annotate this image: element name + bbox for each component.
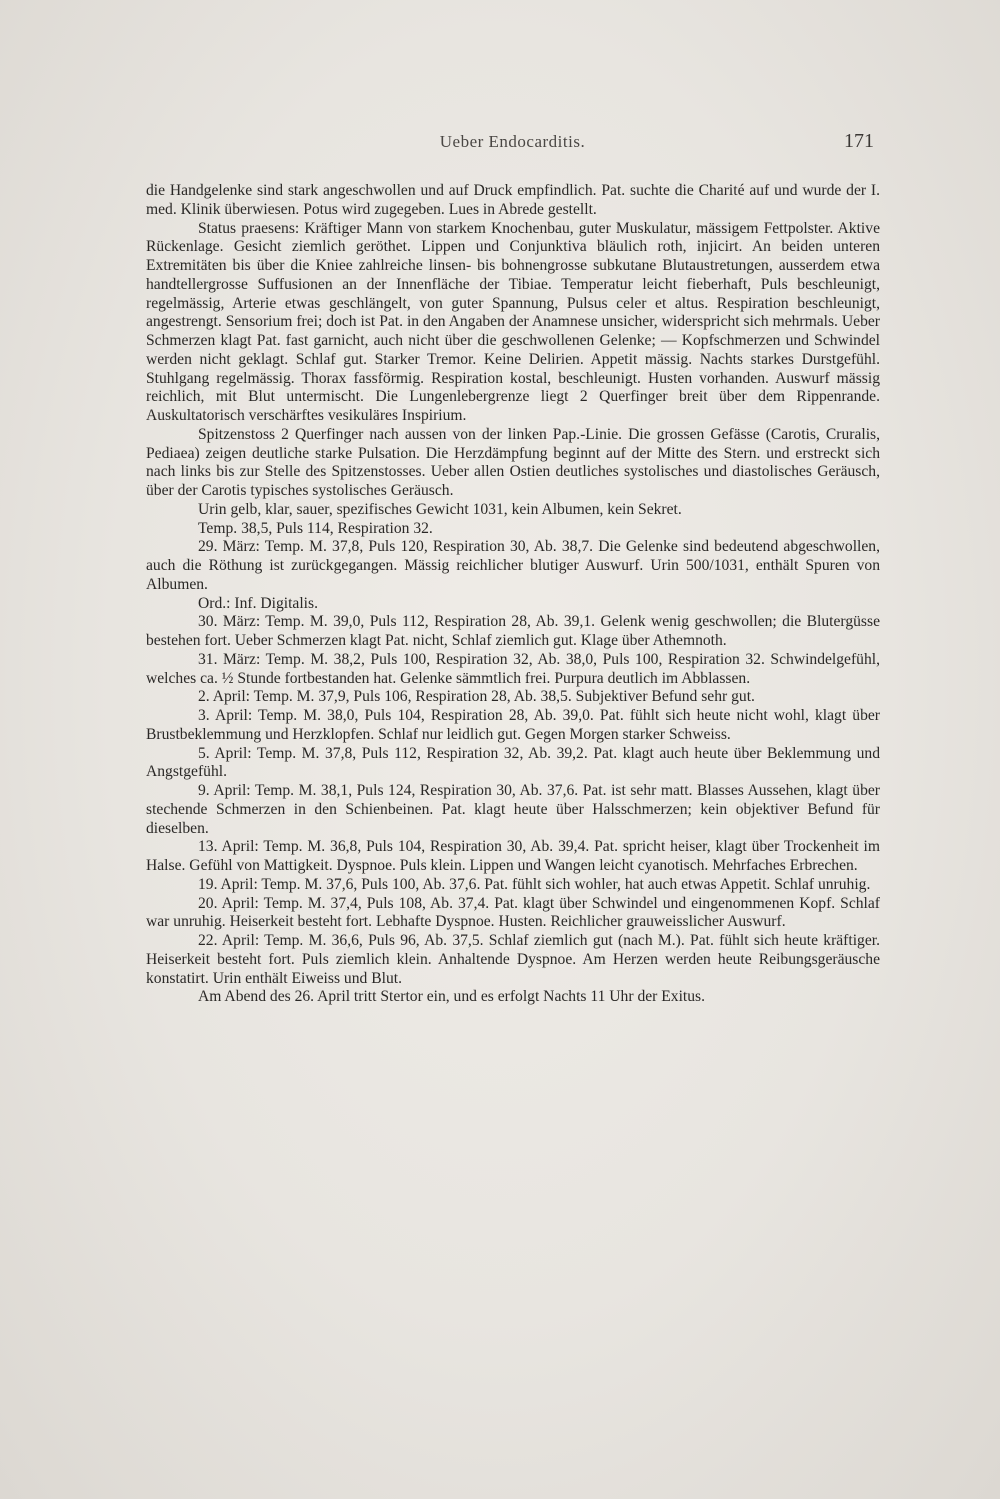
- paragraph: Am Abend des 26. April tritt Stertor ein, und es erfolgt Nachts 11 Uhr der Exitus.: [198, 988, 706, 1006]
- page-header: [145, 132, 880, 156]
- paragraph: 3. April: Temp. M. 38,0, Puls 104, Respiration 28, Ab. 39,0. Pat. fühlt sich heute nicht wohl, klagt über Brustbeklemmung und Herzklopfen. Schlaf nur leidlich gut. Gegen Morgen starker Schweiss.: [146, 707, 880, 743]
- paragraph: 5. April: Temp. M. 37,8, Puls 112, Respiration 32, Ab. 39,2. Pat. klagt auch heute über Beklemmung und Angstgefühl.: [146, 744, 880, 781]
- paragraph: Temp. 38,5, Puls 114, Respiration 32.: [198, 519, 433, 537]
- paragraph: Ord.: Inf. Digitalis.: [198, 594, 318, 612]
- paragraph: 20. April: Temp. M. 37,4, Puls 108, Ab. 37,4. Pat. klagt über Schwindel und eingenommenen Kopf. Schlaf war unruhig. Heiserkeit besteht fort. Lebhafte Dyspnoe. Husten. Reichlicher grauweisslicher Auswurf.: [146, 894, 880, 931]
- paragraph: 30. März: Temp. M. 39,0, Puls 112, Respiration 28, Ab. 39,1. Gelenk wenig geschwollen; die Blutergüsse bestehen fort. Ueber Schmerzen klagt Pat. nicht, Schlaf ziemlich gut. Klage über Athemnoth.: [146, 613, 880, 649]
- paragraph: Urin gelb, klar, sauer, spezifisches Gewicht 1031, kein Albumen, kein Sekret.: [198, 500, 682, 518]
- paragraph: 19. April: Temp. M. 37,6, Puls 100, Ab. 37,6. Pat. fühlt sich wohler, hat auch etwas Appetit. Schlaf unruhig.: [198, 875, 871, 893]
- paragraph: 2. April: Temp. M. 37,9, Puls 106, Respiration 28, Ab. 38,5. Subjektiver Befund sehr gut.: [198, 688, 755, 706]
- paragraph: die Handgelenke sind stark angeschwollen und auf Druck empfindlich. Pat. suchte die Charité auf und wurde der I. med. Klinik überwiesen. Potus wird zugegeben. Lues in Abrede gestellt.: [146, 182, 880, 218]
- paragraph: 29. März: Temp. M. 37,8, Puls 120, Respiration 30, Ab. 38,7. Die Gelenke sind bedeutend abgeschwollen, auch die Röthung ist zurückgegangen. Mässig reichlicher blutiger Auswurf. Urin 500/1031, enthält Spuren von Albumen.: [146, 538, 880, 593]
- paragraph: Status praesens: Kräftiger Mann von starkem Knochenbau, guter Muskulatur, mässigem Fettpolster. Aktive Rückenlage. Gesicht ziemlich geröthet. Lippen und Conjunktiva bläulich roth, injicirt. An beiden unteren Extremitäten bis über die Kniee zahlreiche linsen- bis bohnengrosse subkutane Blutaustretungen, ausserdem etwa handtellergrosse Suffusionen an der Innenfläche der Tibiae. Temperatur leicht fieberhaft, Puls beschleunigt, regelmässig, Arterie etwas geschlängelt, von guter Spannung, Pulsus celer et altus. Respiration beschleunigt, angestrengt. Sensorium frei; doch ist Pat. in den Angaben der Anamnese unsicher, widerspricht sich mehrmals. Ueber Schmerzen klagt Pat. fast garnicht, auch nicht über die geschwollenen Gelenke; — Kopfschmerzen und Schwindel werden nicht geklagt. Schlaf gut. Starker Tremor. Keine Delirien. Appetit mässig. Nachts starkes Durstgefühl. Stuhlgang regelmässig. Thorax fassförmig. Respiration kostal, beschleunigt. Husten vorhanden. Auswurf mässig reichlich, mit Blut untermischt. Die Lungenlebergrenze liegt 2 Querfinger breit über dem Rippenrande. Auskultatorisch verschärftes vesikuläres Inspirium.: [146, 219, 880, 424]
- paragraph: 22. April: Temp. M. 36,6, Puls 96, Ab. 37,5. Schlaf ziemlich gut (nach M.). Pat. fühlt sich heute kräftiger. Heiserkeit besteht fort. Puls ziemlich klein. Anhaltende Dyspnoe. Am Herzen werden heute Reibungsgeräusche konstatirt. Urin enthält Eiweiss und Blut.: [146, 932, 880, 987]
- paragraph: 13. April: Temp. M. 36,8, Puls 104, Respiration 30, Ab. 39,4. Pat. spricht heiser, klagt über Trockenheit im Halse. Gefühl von Mattigkeit. Dyspnoe. Puls klein. Lippen und Wangen leicht cyanotisch. Mehrfaches Erbrechen.: [146, 838, 880, 874]
- body-text: [146, 182, 880, 1007]
- running-title: Ueber Endocarditis.: [439, 132, 586, 151]
- paragraph: 31. März: Temp. M. 38,2, Puls 100, Respiration 32, Ab. 38,0, Puls 100, Respiration 32. Schwindelgefühl, welches ca. ½ Stunde fortbestanden hat. Gelenke sämmtlich frei. Purpura deutlich im Abblassen.: [146, 650, 880, 687]
- page-number: 171: [844, 130, 874, 152]
- paragraph: Spitzenstoss 2 Querfinger nach aussen von der linken Pap.-Linie. Die grossen Gefässe (Carotis, Cruralis, Pediaea) zeigen deutliche starke Pulsation. Die Herzdämpfung beginnt auf der Mitte des Stern. und erstreckt sich nach links bis zur Stelle des Spitzenstosses. Ueber allen Ostien deutliches systolisches und diastolisches Geräusch, über der Carotis typisches systolisches Geräusch.: [146, 425, 880, 499]
- paragraph: 9. April: Temp. M. 38,1, Puls 124, Respiration 30, Ab. 37,6. Pat. ist sehr matt. Blasses Aussehen, klagt über stechende Schmerzen in den Schienbeinen. Pat. klagt heute über Halsschmerzen; kein objektiver Befund für dieselben.: [146, 782, 880, 837]
